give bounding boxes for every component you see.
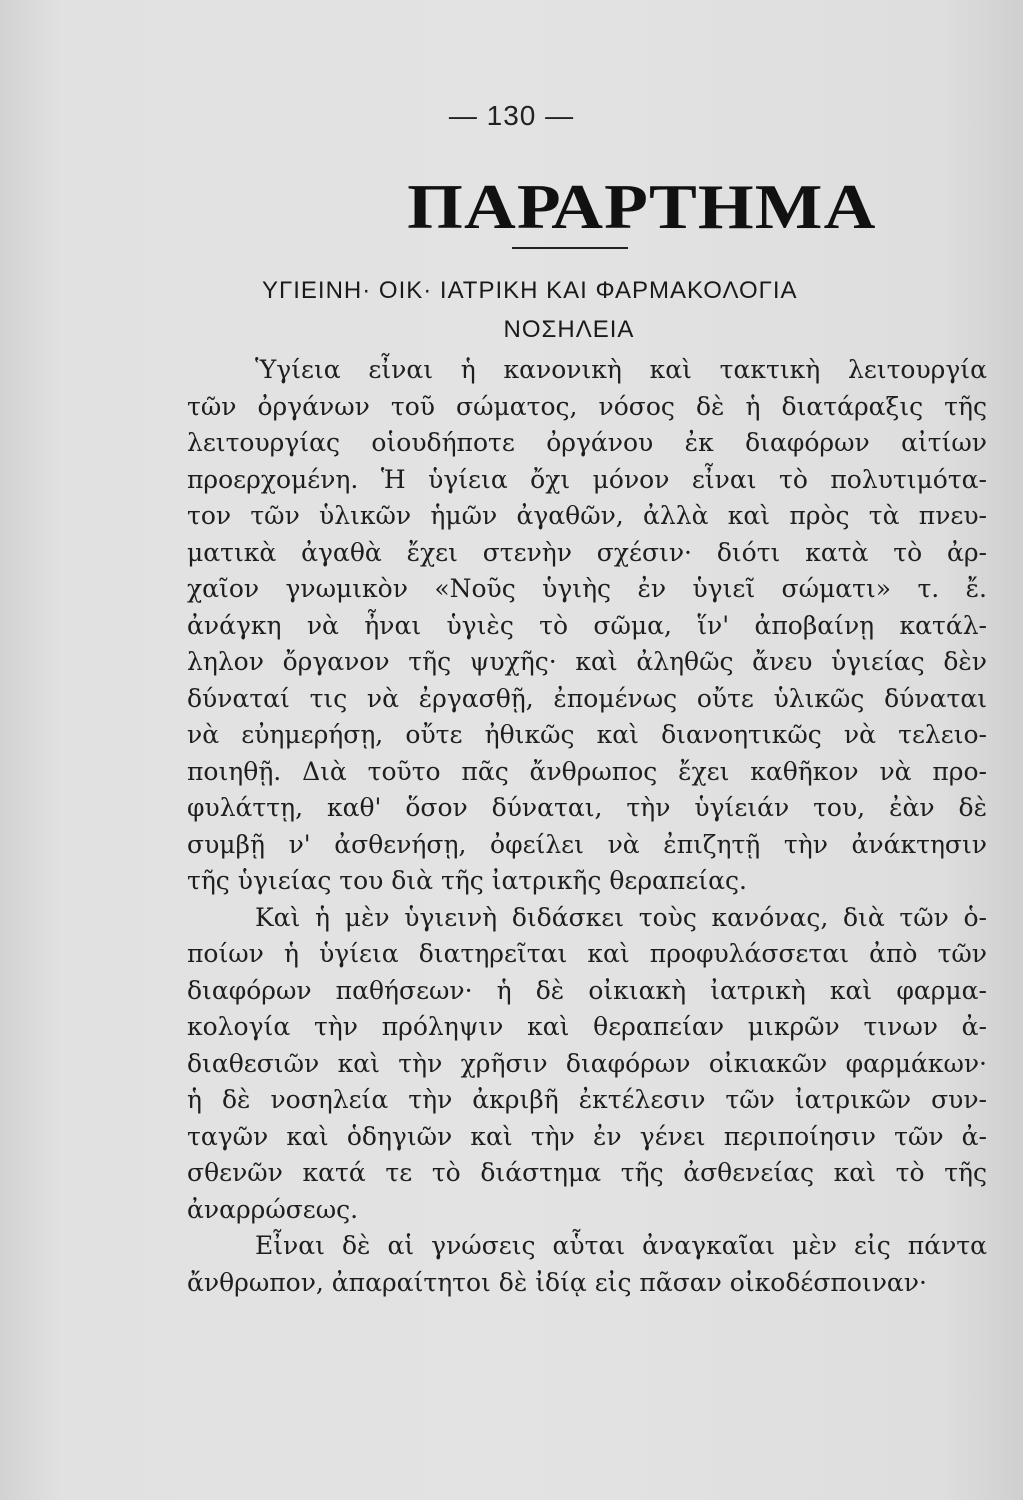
text-line: τῆς ὑγιείας του διὰ τῆς ἰατρικῆς θεραπείας. xyxy=(187,866,747,895)
text-line: ἄνθρωπον, ἀπαραίτητοι δὲ ἰδίᾳ εἰς πᾶσαν οἰκοδέσποιναν· xyxy=(187,1267,927,1297)
page-number: — 130 — xyxy=(448,100,575,131)
text-line: κολογία τὴν πρόληψιν καὶ θεραπείαν μικρῶν τινων ἀ- xyxy=(187,1012,987,1041)
text-line: χαῖον γνωμικὸν «Νοῦς ὑγιὴς ἐν ὑγιεῖ σώματι» τ. ἔ. xyxy=(187,574,987,603)
text-line: Καὶ ἡ μὲν ὑγιεινὴ διδάσκει τοὺς κανόνας, διὰ τῶν ὁ- xyxy=(255,902,987,932)
text-line: φυλάττῃ, καθ' ὅσον δύναται, τὴν ὑγίειάν του, ἐὰν δὲ xyxy=(187,793,987,822)
section-subtitle-2: ΝΟΣΗΛΕΙΑ xyxy=(503,316,635,343)
text-line: σθενῶν κατά τε τὸ διάστημα τῆς ἀσθενείας καὶ τὸ τῆς xyxy=(187,1158,987,1187)
text-line: ποίων ἡ ὑγίεια διατηρεῖται καὶ προφυλάσσεται ἀπὸ τῶν xyxy=(187,939,987,968)
text-line: ἡ δὲ νοσηλεία τὴν ἀκριβῆ ἐκτέλεσιν τῶν ἰατρικῶν συν- xyxy=(187,1085,987,1114)
body-text xyxy=(187,352,987,1301)
text-line: Εἶναι δὲ αἱ γνώσεις αὗται ἀναγκαῖαι μὲν εἰς πάντα xyxy=(255,1231,987,1260)
text-line: ἀνάγκη νὰ ἦναι ὑγιὲς τὸ σῶμα, ἵν' ἀποβαίνῃ κατάλ- xyxy=(187,610,987,640)
text-line: ληλον ὄργανον τῆς ψυχῆς· καὶ ἀληθῶς ἄνευ ὑγιείας δὲν xyxy=(187,647,987,676)
text-line: ταγῶν καὶ ὁδηγιῶν καὶ τὴν ἐν γένει περιποίησιν τῶν ἀ- xyxy=(187,1121,987,1151)
text-line: ποιηθῇ. Διὰ τοῦτο πᾶς ἄνθρωπος ἔχει καθῆκον νὰ προ- xyxy=(187,756,987,786)
section-subtitle: ΥΓΙΕΙΝΗ· ΟΙΚ· ΙΑΤΡΙΚΗ ΚΑΙ ΦΑΡΜΑΚΟΛΟΓΙΑ xyxy=(262,277,798,304)
text-line: ματικὰ ἀγαθὰ ἔχει στενὴν σχέσιν· διότι κατὰ τὸ ἀρ- xyxy=(187,537,987,567)
text-line: λειτουργίας οἱουδήποτε ὀργάνου ἐκ διαφόρων αἰτίων xyxy=(187,428,987,457)
text-line: συμβῇ ν' ἀσθενήσῃ, ὀφείλει νὰ ἐπιζητῇ τὴν ἀνάκτησιν xyxy=(187,829,987,859)
text-line: διαφόρων παθήσεων· ἡ δὲ οἰκιακὴ ἰατρικὴ καὶ φαρμα- xyxy=(187,975,987,1005)
text-line: τον τῶν ὑλικῶν ἡμῶν ἀγαθῶν, ἀλλὰ καὶ πρὸς τὰ πνευ- xyxy=(187,501,987,530)
text-line: ἀναρρώσεως. xyxy=(187,1194,359,1224)
text-line: νὰ εὐημερήσῃ, οὔτε ἠθικῶς καὶ διανοητικῶς νὰ τελειο- xyxy=(187,720,987,749)
title-rule xyxy=(512,247,628,249)
text-line: Ὑγίεια εἶναι ἡ κανονικὴ καὶ τακτικὴ λειτουργία xyxy=(255,355,987,384)
text-line: προερχομένη. Ἡ ὑγίεια ὄχι μόνον εἶναι τὸ πολυτιμότα- xyxy=(187,464,987,494)
text-line: τῶν ὀργάνων τοῦ σώματος, νόσος δὲ ἡ διατάραξις τῆς xyxy=(187,391,987,421)
text-line: διαθεσιῶν καὶ τὴν χρῆσιν διαφόρων οἰκιακῶν φαρμάκων· xyxy=(187,1048,987,1078)
text-line: δύναταί τις νὰ ἐργασθῇ, ἐπομένως οὔτε ὑλικῶς δύναται xyxy=(187,683,987,713)
page-title: ΠΑΡΑΡΤΗΜΑ xyxy=(407,171,877,242)
